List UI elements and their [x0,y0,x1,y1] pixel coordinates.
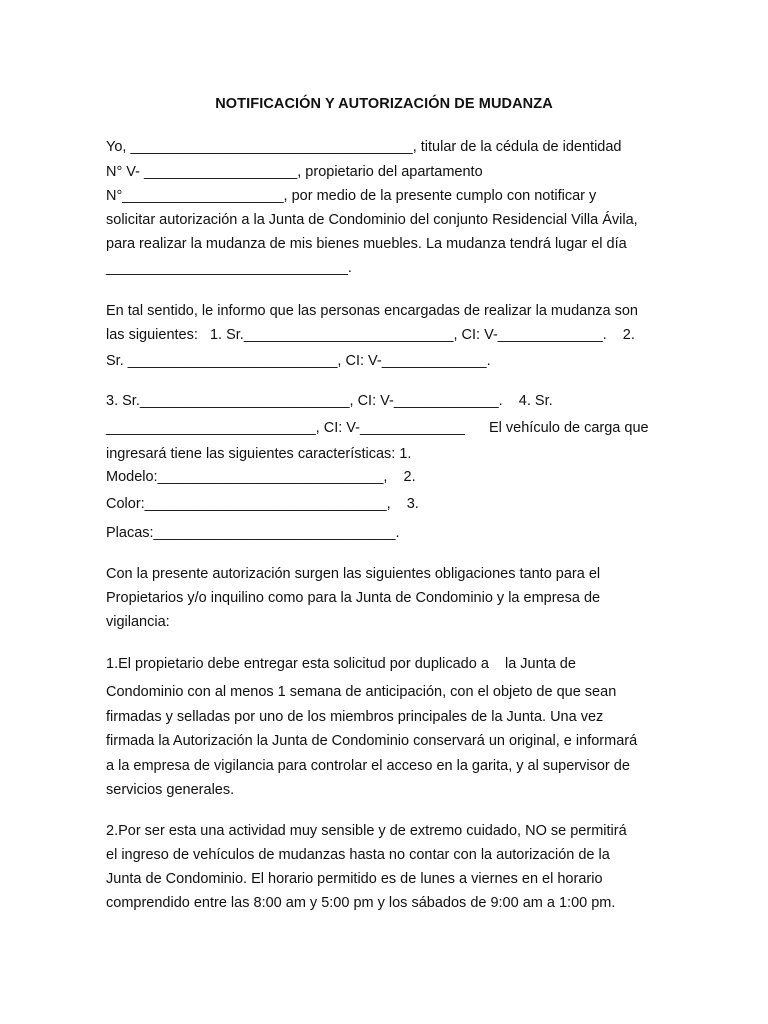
paragraph-3-line: ingresará tiene las siguientes características: 1. [106,446,412,462]
paragraph-6-line: Junta de Condominio. El horario permitido es de lunes a viernes en el horario [106,871,603,887]
paragraph-2-line: En tal sentido, le informo que las personas encargadas de realizar la mudanza son [106,303,638,319]
paragraph-6-line: comprendido entre las 8:00 am y 5:00 pm y los sábados de 9:00 am a 1:00 pm. [106,895,616,911]
paragraph-1-line: N° V- ___________________, propietario del apartamento [106,164,483,180]
paragraph-1-line: solicitar autorización a la Junta de Condominio del conjunto Residencial Villa Ávila, [106,212,638,228]
paragraph-4-line: Propietarios y/o inquilino como para la Junta de Condominio y la empresa de [106,590,601,606]
paragraph-1-line: Yo, ___________________________________, titular de la cédula de identidad [106,139,622,155]
paragraph-3-line: Placas:______________________________. [106,525,400,541]
paragraph-4-line: Con la presente autorización surgen las siguientes obligaciones tanto para el [106,566,601,582]
paragraph-6-line: el ingreso de vehículos de mudanzas hasta no contar con la autorización de la [106,847,610,863]
document-title: NOTIFICACIÓN Y AUTORIZACIÓN DE MUDANZA [215,96,553,112]
paragraph-5-line: firmada la Autorización la Junta de Condominio conservará un original, e informará [106,733,638,749]
paragraph-2-line: Sr. __________________________, CI: V-_____________. [106,353,491,369]
paragraph-5-line: firmadas y selladas por uno de los miembros principales de la Junta. Una vez [106,709,604,725]
paragraph-4-line: vigilancia: [106,614,170,630]
paragraph-5-line: Condominio con al menos 1 semana de anticipación, con el objeto de que sean [106,684,617,700]
paragraph-5-line: servicios generales. [106,782,235,798]
paragraph-5-line: a la empresa de vigilancia para controlar el acceso en la garita, y al supervisor de [106,758,630,774]
paragraph-3-line: Modelo:____________________________, 2. [106,469,416,485]
paragraph-3-line: Color:______________________________, 3. [106,496,419,512]
paragraph-3-line: __________________________, CI: V-_____________ El vehículo de carga que [106,420,649,436]
paragraph-2-line: las siguientes: 1. Sr.__________________________, CI: V-_____________. 2. [106,327,635,343]
paragraph-3-line: 3. Sr.__________________________, CI: V-_____________. 4. Sr. [106,393,553,409]
paragraph-1-line: para realizar la mudanza de mis bienes muebles. La mudanza tendrá lugar el día [106,236,627,252]
paragraph-5-line: 1.El propietario debe entregar esta solicitud por duplicado a la Junta de [106,656,576,672]
paragraph-1-line: N°____________________, por medio de la presente cumplo con notificar y [106,188,597,204]
paragraph-6-line: 2.Por ser esta una actividad muy sensible y de extremo cuidado, NO se permitirá [106,823,627,839]
paragraph-1-line: ______________________________. [106,260,352,276]
